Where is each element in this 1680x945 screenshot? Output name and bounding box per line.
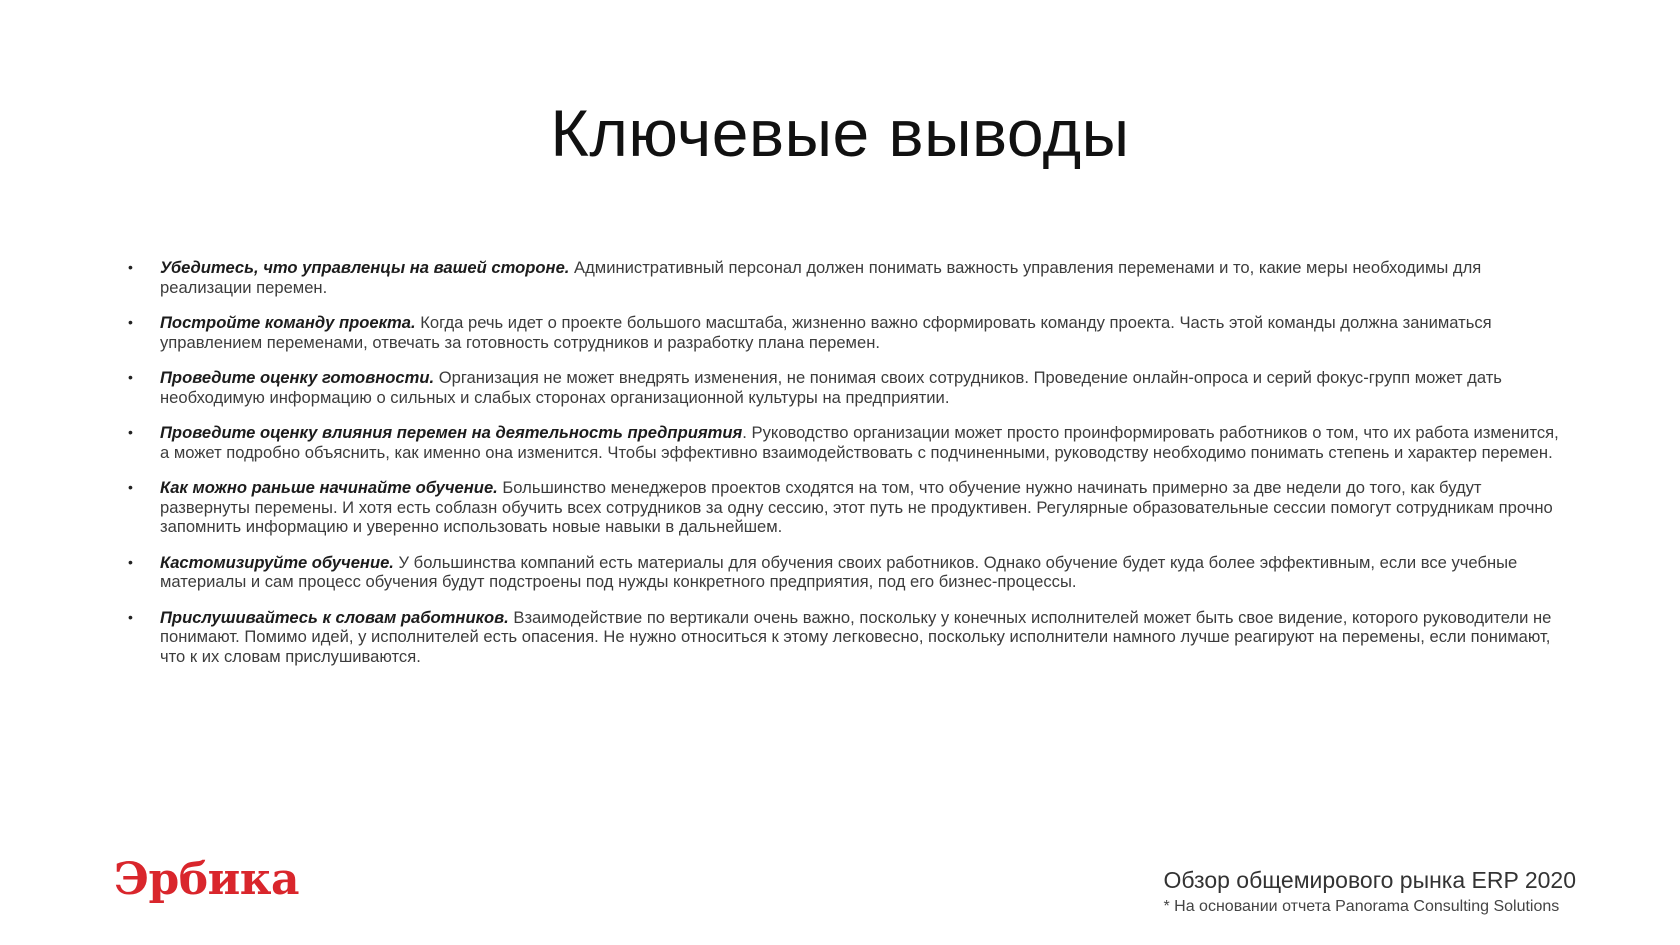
- bullet-text: Когда речь идет о проекте большого масштаба, жизненно важно сформировать команду проекта. Часть этой команды должна заниматься управлением переменами, отвечать за готовность сотрудников и разработку плана перемен.: [160, 313, 1492, 352]
- list-item: [124, 423, 1564, 462]
- list-item: [124, 553, 1564, 592]
- footer-source: [1163, 866, 1576, 918]
- list-item: [124, 478, 1564, 537]
- bullet-text: У большинства компаний есть материалы для обучения своих работников. Однако обучение будет куда более эффективным, если все учебные материалы и сам процесс обучения будут подстроены под нужды конкретного предприятия, под его бизнес-процессы.: [160, 552, 1518, 591]
- footer-title: Обзор общемирового рынка ERP 2020: [1163, 867, 1576, 893]
- bullet-icon: •: [128, 479, 133, 495]
- bullet-icon: •: [128, 259, 133, 275]
- slide-title: Ключевые выводы: [550, 96, 1130, 170]
- key-findings-list: [124, 258, 1564, 682]
- list-item: [124, 313, 1564, 352]
- bullet-text: Административный персонал должен понимать важность управления переменами и то, какие меры необходимы для реализации перемен.: [160, 258, 1482, 297]
- bullet-lead: Проведите оценку влияния перемен на деятельность предприятия: [160, 423, 743, 442]
- list-item: [124, 608, 1564, 667]
- list-item: [124, 368, 1564, 407]
- bullet-icon: •: [128, 424, 133, 440]
- bullet-lead: Проведите оценку готовности.: [160, 368, 435, 387]
- footer-note: * На основании отчета Panorama Consulting Solutions: [1163, 898, 1560, 915]
- bullet-lead: Убедитесь, что управленцы на вашей стороне.: [160, 258, 570, 277]
- bullet-icon: •: [128, 314, 133, 330]
- bullet-lead: Постройте команду проекта.: [160, 313, 416, 332]
- bullet-lead: Как можно раньше начинайте обучение.: [160, 478, 498, 497]
- bullet-lead: Кастомизируйте обучение.: [160, 552, 394, 572]
- list-item: [124, 258, 1564, 297]
- bullet-icon: •: [128, 369, 133, 385]
- bullet-icon: •: [128, 553, 133, 570]
- bullet-icon: •: [128, 608, 133, 625]
- bullet-lead: Прислушивайтесь к словам работников.: [160, 607, 509, 627]
- bullet-text: . Руководство организации может просто проинформировать работников о том, что их работа изменится, а может подробно объяснить, как именно она изменится. Чтобы эффективно взаимодействовать с подчиненными, руководству необходимо понимать степень и характер перемен.: [160, 423, 1559, 462]
- erbika-logo: Эрбика: [114, 854, 300, 905]
- bullet-text: Большинство менеджеров проектов сходятся на том, что обучение нужно начинать примерно за две недели до того, как будут развернуты перемены. И хотя есть соблазн обучить всех сотрудников за одну сессию, этот путь не продуктивен. Регулярные образовательные сессии помогут сотрудникам прочно запомнить информацию и уверенно использовать новые навыки в дальнейшем.: [160, 478, 1553, 536]
- bullet-text: Взаимодействие по вертикали очень важно, поскольку у конечных исполнителей может быть свое видение, которого руководители не понимают. Помимо идей, у исполнителей есть опасения. Не нужно относиться к этому легковесно, поскольку исполнители намного лучше реагируют на перемены, если понимают, что к их словам прислушиваются.: [160, 607, 1552, 666]
- bullet-text: Организация не может внедрять изменения, не понимая своих сотрудников. Проведение онлайн-опроса и серий фокус-групп может дать необходимую информацию о сильных и слабых сторонах организационной культуры на предприятии.: [160, 368, 1502, 407]
